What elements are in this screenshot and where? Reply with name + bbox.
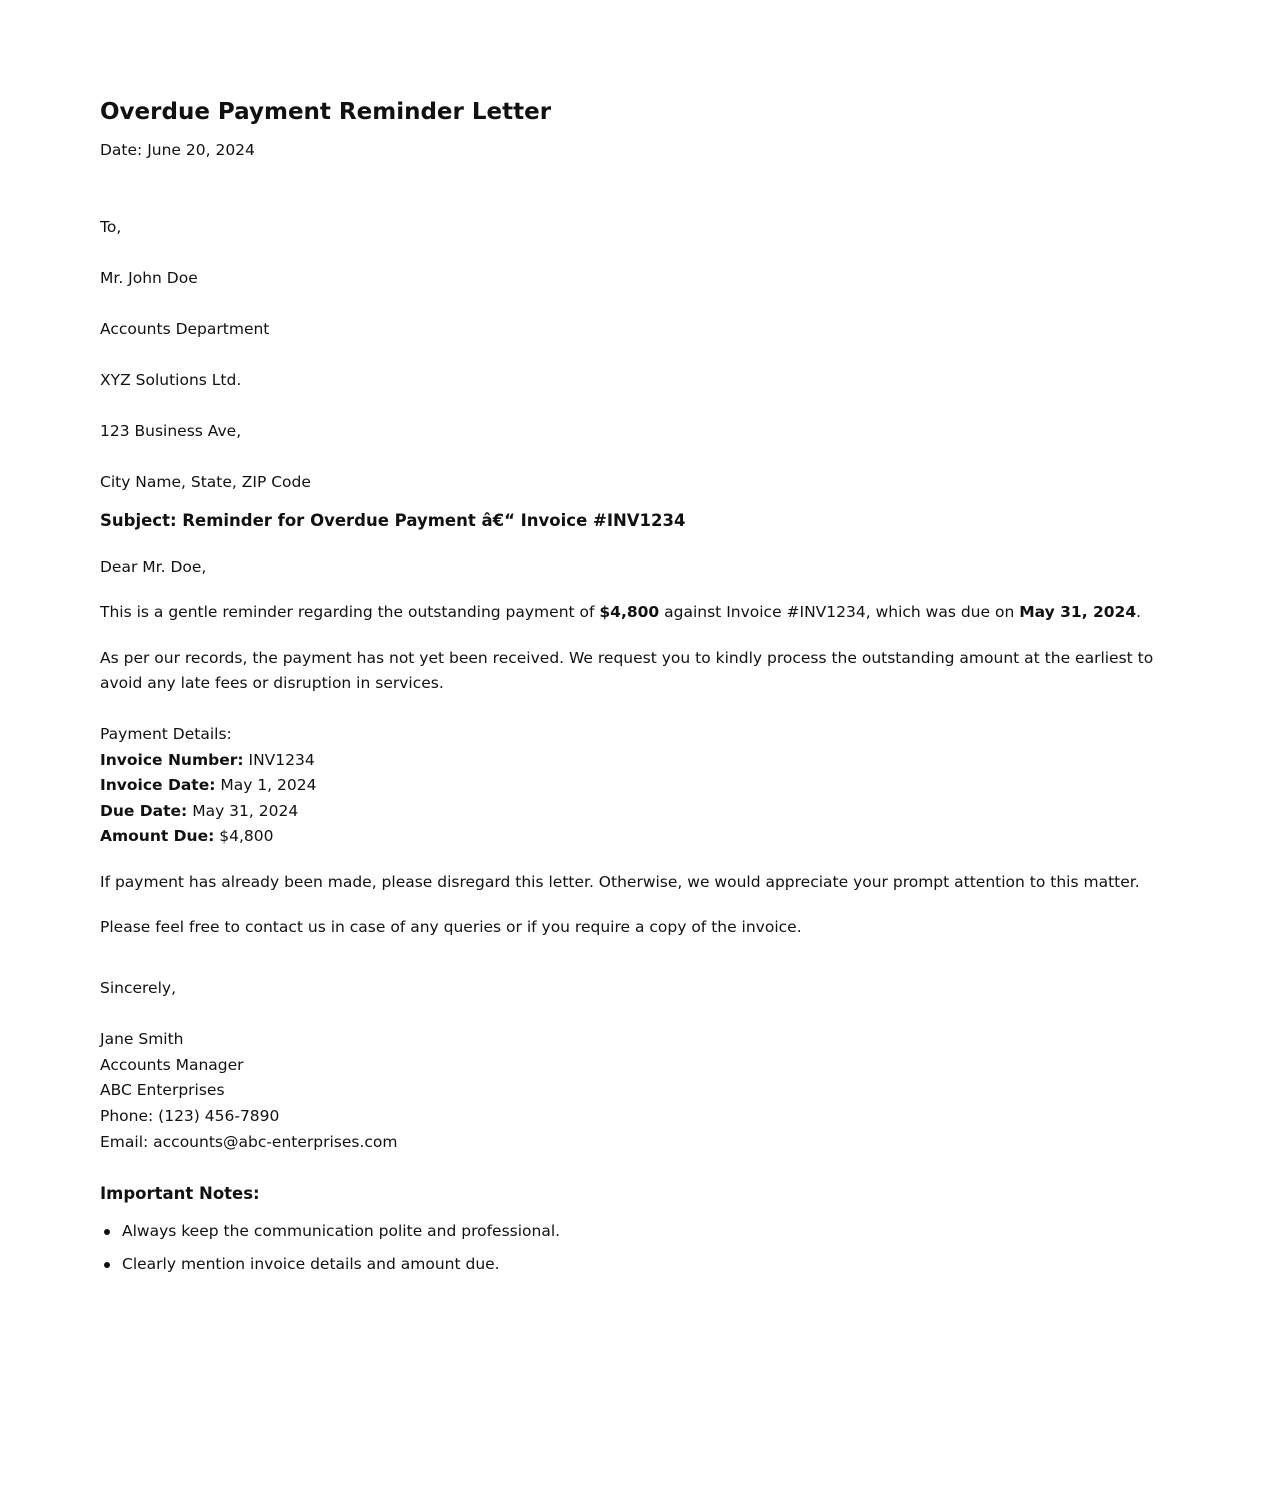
recipient-company: XYZ Solutions Ltd. xyxy=(100,370,242,389)
closing: Sincerely, xyxy=(100,978,177,997)
page-title: Overdue Payment Reminder Letter xyxy=(100,99,552,125)
due-date-row xyxy=(100,799,1163,825)
outstanding-due-date: May 31, 2024 xyxy=(1019,603,1137,622)
signature-company: ABC Enterprises xyxy=(100,1081,225,1100)
list-item xyxy=(122,1219,1163,1245)
signature-block xyxy=(100,1027,1163,1156)
note-text: Always keep the communication polite and professional. xyxy=(122,1222,561,1241)
outstanding-amount: $4,800 xyxy=(599,603,660,622)
signature-phone: Phone: (123) 456-7890 xyxy=(100,1106,280,1125)
invoice-date-label: Invoice Date: xyxy=(100,776,216,795)
paragraph-contact: Please feel free to contact us in case of any queries or if you require a copy of the invoice. xyxy=(100,918,802,937)
amount-due-value: $4,800 xyxy=(214,827,274,846)
letter-date: Date: June 20, 2024 xyxy=(100,141,255,159)
recipient-to: To, xyxy=(100,217,122,236)
salutation: Dear Mr. Doe, xyxy=(100,557,207,576)
list-item xyxy=(122,1252,1163,1278)
due-date-value: May 31, 2024 xyxy=(187,801,299,820)
signature-email: Email: accounts@abc-enterprises.com xyxy=(100,1132,398,1151)
bullet-icon xyxy=(104,1229,110,1235)
paragraph-outstanding-part3: . xyxy=(1136,603,1142,622)
paragraph-disregard: If payment has already been made, please disregard this letter. Otherwise, we would appreciate your prompt attention to this matter. xyxy=(100,872,1140,891)
recipient-name: Mr. John Doe xyxy=(100,268,198,287)
notes-heading: Important Notes: xyxy=(100,1184,260,1204)
letter-subject: Subject: Reminder for Overdue Payment â€“ Invoice #INV1234 xyxy=(100,510,686,530)
due-date-label: Due Date: xyxy=(100,801,188,820)
amount-due-row xyxy=(100,824,1163,850)
signature-title: Accounts Manager xyxy=(100,1055,244,1074)
payment-details xyxy=(100,722,1163,850)
amount-due-label: Amount Due: xyxy=(100,827,215,846)
signature-name: Jane Smith xyxy=(100,1029,184,1048)
recipient-department: Accounts Department xyxy=(100,319,270,338)
invoice-number-row xyxy=(100,748,1163,774)
note-text: Clearly mention invoice details and amount due. xyxy=(122,1255,500,1274)
notes-list xyxy=(100,1219,1163,1278)
invoice-number-label: Invoice Number: xyxy=(100,750,244,769)
paragraph-outstanding xyxy=(100,600,1163,626)
invoice-date-row xyxy=(100,773,1163,799)
invoice-number-value: INV1234 xyxy=(243,750,315,769)
paragraph-outstanding-part2: against Invoice #INV1234, which was due on xyxy=(659,603,1020,622)
payment-details-heading: Payment Details: xyxy=(100,725,232,744)
paragraph-outstanding-part1: This is a gentle reminder regarding the outstanding payment of xyxy=(100,603,600,622)
recipient-city: City Name, State, ZIP Code xyxy=(100,473,311,492)
invoice-date-value: May 1, 2024 xyxy=(215,776,317,795)
recipient-block xyxy=(100,215,1163,496)
paragraph-records: As per our records, the payment has not yet been received. We request you to kindly process the outstanding amount at the earliest to avoid any late fees or disruption in services. xyxy=(100,648,1154,693)
bullet-icon xyxy=(104,1262,110,1268)
recipient-street: 123 Business Ave, xyxy=(100,421,242,440)
